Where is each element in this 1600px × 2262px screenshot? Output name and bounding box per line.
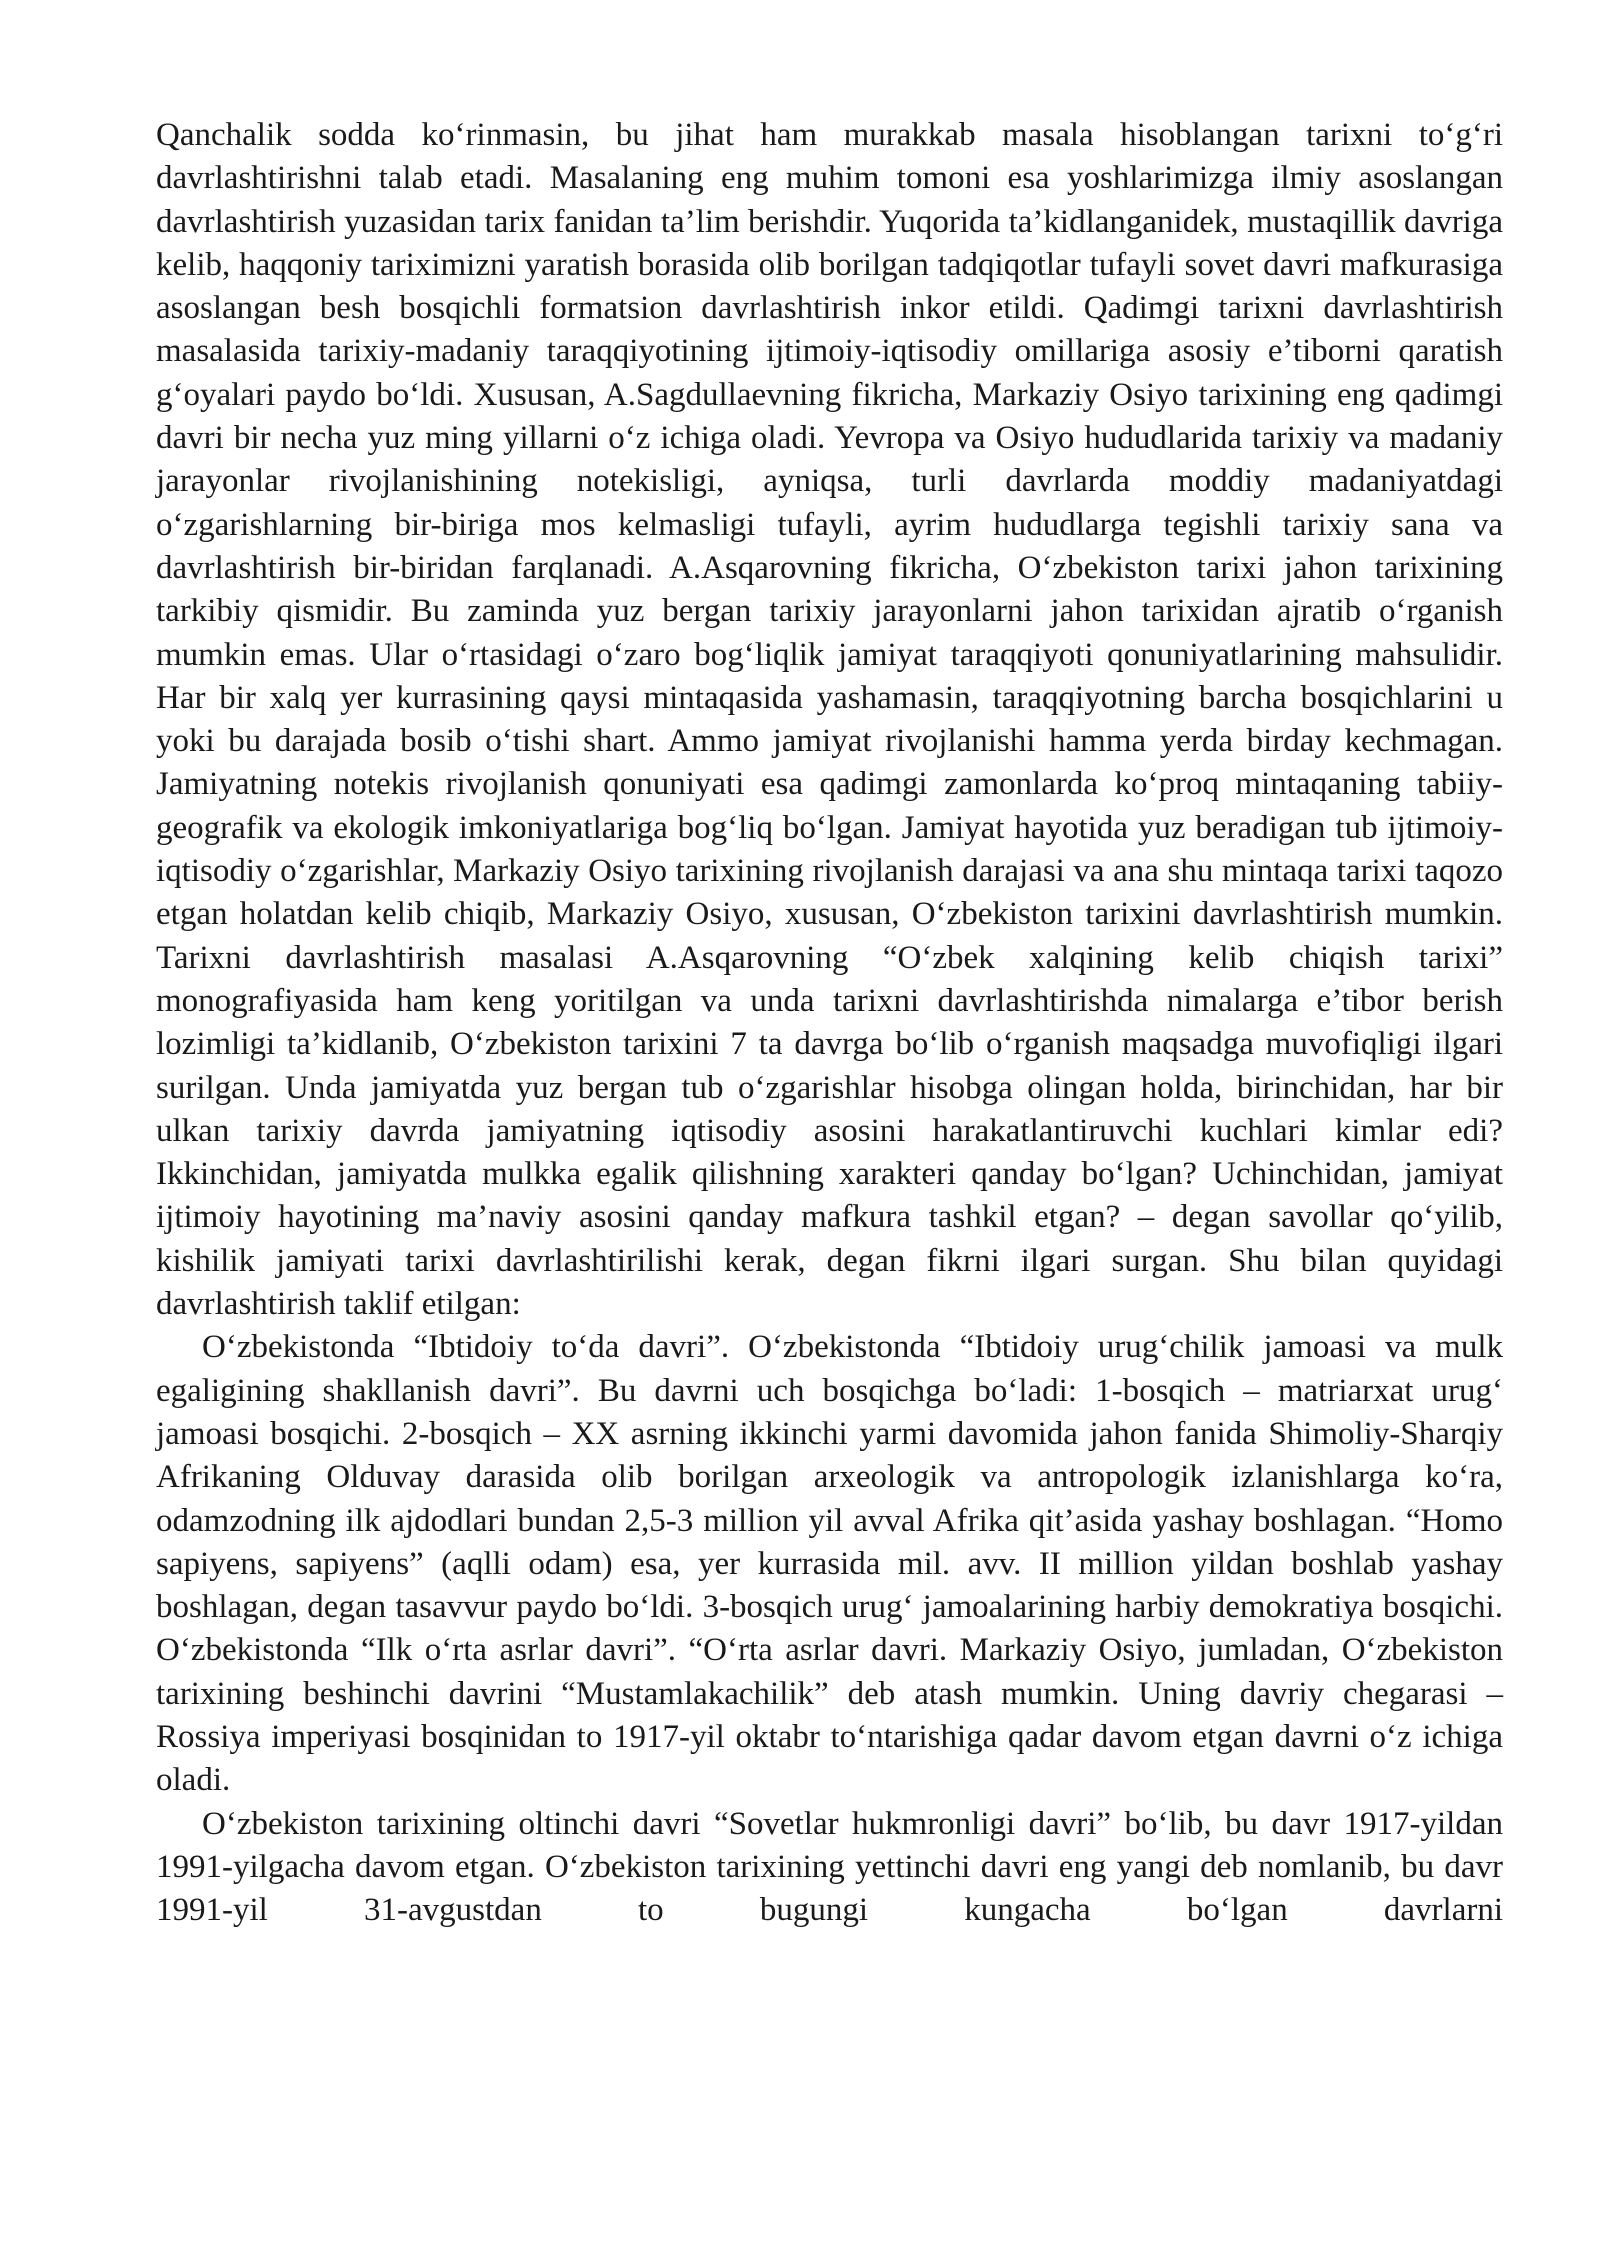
paragraph-soviet-period: O‘zbekiston tarixining oltinchi davri “Sovetlar hukmronligi davri” bo‘lib, bu davr 1917-yildan 1991-yilgacha davom etgan. O‘zbekiston tarixining yettinchi davri eng yangi deb nomlanib, bu davr 1991-yil 31-avgustdan to bugungi kungacha bo‘lgan davrlarni xyxy=(156,1805,1503,1929)
document-page xyxy=(156,114,1503,1932)
paragraph-periods-list: O‘zbekistonda “Ibtidoiy to‘da davri”. O‘zbekistonda “Ibtidoiy urug‘chilik jamoasi va mulk egaligining shakllanish davri”. Bu davrni uch bosqichga bo‘ladi: 1-bosqich – matriarxat urug‘ jamoasi bosqichi. 2-bosqich – XX asrning ikkinchi yarmi davomida jahon fanida Shimoliy-Sharqiy Afrikaning Olduvay darasida olib borilgan arxeologik va antropologik izlanishlarga ko‘ra, odamzodning ilk ajdodlari bundan 2,5-3 million yil avval Afrika qit’asida yashay boshlagan. “Homo sapiyens, sapiyens” (aqlli odam) esa, yer kurrasida mil. avv. II million yildan boshlab yashay boshlagan, degan tasavvur paydo bo‘ldi. 3-bosqich urug‘ jamoalarining harbiy demokratiya bosqichi. O‘zbekistonda “Ilk o‘rta asrlar davri”. “O‘rta asrlar davri. Markaziy Osiyo, jumladan, O‘zbekiston tarixining beshinchi davrini “Mustamlakachilik” deb atash mumkin. Uning davriy chegarasi – Rossiya imperiyasi bosqinidan to 1917-yil oktabr to‘ntarishiga qadar davom etgan davrni o‘z ichiga oladi. xyxy=(156,1329,1503,1799)
paragraph-periodization-intro: Qanchalik sodda ko‘rinmasin, bu jihat ham murakkab masala hisoblangan tarixni to‘g‘ri davrlashtirishni talab etadi. Masalaning eng muhim tomoni esa yoshlarimizga ilmiy asoslangan davrlashtirish yuzasidan tarix fanidan ta’lim berishdir. Yuqorida ta’kidlanganidek, mustaqillik davriga kelib, haqqoniy tariximizni yaratish borasida olib borilgan tadqiqotlar tufayli sovet davri mafkurasiga asoslangan besh bosqichli formatsion davrlashtirish inkor etildi. Qadimgi tarixni davrlashtirish masalasida tarixiy-madaniy taraqqiyotining ijtimoiy-iqtisodiy omillariga asosiy e’tiborni qaratish g‘oyalari paydo bo‘ldi. Xususan, A.Sagdullaevning fikricha, Markaziy Osiyo tarixining eng qadimgi davri bir necha yuz ming yillarni o‘z ichiga oladi. Yevropa va Osiyo hududlarida tarixiy va madaniy jarayonlar rivojlanishining notekisligi, ayniqsa, turli davrlarda moddiy madaniyatdagi o‘zgarishlarning bir-biriga mos kelmasligi tufayli, ayrim hududlarga tegishli tarixiy sana va davrlashtirish bir-biridan farqlanadi. A.Asqarovning fikricha, O‘zbekiston tarixi jahon tarixining tarkibiy qismidir. Bu zaminda yuz bergan tarixiy jarayonlarni jahon tarixidan ajratib o‘rganish mumkin emas. Ular o‘rtasidagi o‘zaro bog‘liqlik jamiyat taraqqiyoti qonuniyatlarining mahsulidir. Har bir xalq yer kurrasining qaysi mintaqasida yashamasin, taraqqiyotning barcha bosqichlarini u yoki bu darajada bosib o‘tishi shart. Ammo jamiyat rivojlanishi hamma yerda birday kechmagan. Jamiyatning notekis rivojlanish qonuniyati esa qadimgi zamonlarda ko‘proq mintaqaning tabiiy-geografik va ekologik imkoniyatlariga bog‘liq bo‘lgan. Jamiyat hayotida yuz beradigan tub ijtimoiy-iqtisodiy o‘zgarishlar, Markaziy Osiyo tarixining rivojlanish darajasi va ana shu mintaqa tarixi taqozo etgan holatdan kelib chiqib, Markaziy Osiyo, xususan, O‘zbekiston tarixini davrlashtirish mumkin. Tarixni davrlashtirish masalasi A.Asqarovning “O‘zbek xalqining kelib chiqish tarixi” monografiyasida ham keng yoritilgan va unda tarixni davrlashtirishda nimalarga e’tibor berish lozimligi ta’kidlanib, O‘zbekiston tarixini 7 ta davrga bo‘lib o‘rganish maqsadga muvofiqligi ilgari surilgan. Unda jamiyatda yuz bergan tub o‘zgarishlar hisobga olingan holda, birinchidan, har bir ulkan tarixiy davrda jamiyatning iqtisodiy asosini harakatlantiruvchi kuchlari kimlar edi? Ikkinchidan, jamiyatda mulkka egalik qilishning xarakteri qanday bo‘lgan? Uchinchidan, jamiyat ijtimoiy hayotining ma’naviy asosini qanday mafkura tashkil etgan? – degan savollar qo‘yilib, kishilik jamiyati tarixi davrlashtirilishi kerak, degan fikrni ilgari surgan. Shu bilan quyidagi davrlashtirish taklif etilgan: xyxy=(156,117,1503,1323)
